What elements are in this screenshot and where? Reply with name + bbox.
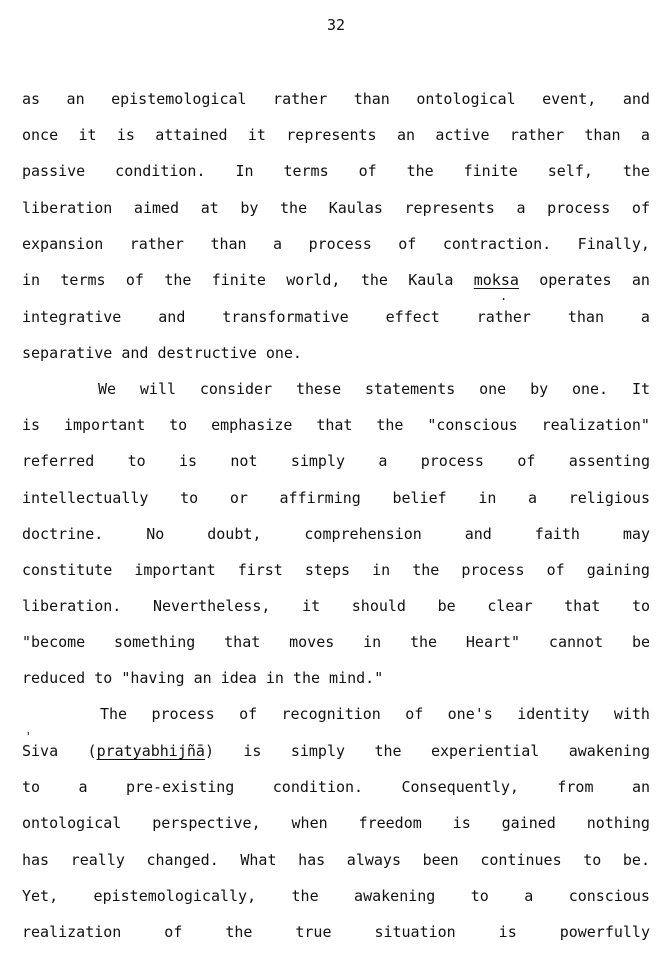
word: realization" bbox=[541, 416, 650, 434]
word: constitute bbox=[22, 561, 113, 579]
word: integrative bbox=[22, 308, 122, 326]
word: represents bbox=[286, 126, 377, 144]
word: represents bbox=[404, 199, 495, 217]
word: condition. bbox=[115, 162, 206, 180]
word: Yet, bbox=[22, 887, 59, 905]
word: event, bbox=[542, 90, 597, 108]
word: is bbox=[116, 126, 135, 144]
word: aimed bbox=[133, 199, 180, 217]
word: clear bbox=[487, 597, 533, 615]
word: the bbox=[291, 887, 319, 905]
diacritic-mark: ' bbox=[25, 730, 32, 743]
word: from bbox=[557, 778, 594, 796]
word: the bbox=[164, 271, 192, 289]
word: finite bbox=[211, 271, 266, 289]
word: in bbox=[372, 561, 391, 579]
word: been bbox=[422, 851, 459, 869]
word: In bbox=[235, 162, 254, 180]
word: attained bbox=[155, 126, 228, 144]
text-line bbox=[22, 233, 650, 255]
word: world, bbox=[286, 271, 341, 289]
word: one bbox=[479, 380, 507, 398]
word: process bbox=[151, 705, 215, 723]
word: a bbox=[640, 126, 650, 144]
word: to bbox=[631, 597, 650, 615]
word: moves bbox=[289, 633, 335, 651]
word: is bbox=[452, 814, 471, 832]
word: (pratyabhijñā) bbox=[87, 742, 214, 760]
word: powerfully bbox=[559, 923, 650, 941]
word: the bbox=[409, 633, 438, 651]
word: Heart" bbox=[465, 633, 521, 651]
word: something bbox=[114, 633, 196, 651]
word: of bbox=[546, 561, 565, 579]
word: of bbox=[405, 705, 424, 723]
word: a bbox=[640, 308, 650, 326]
word: rather bbox=[509, 126, 565, 144]
word: passive bbox=[22, 162, 86, 180]
word: than bbox=[584, 126, 621, 144]
word: that bbox=[564, 597, 601, 615]
word: nothing bbox=[586, 814, 650, 832]
word: belief bbox=[392, 489, 447, 507]
text-line bbox=[98, 378, 650, 400]
word: these bbox=[295, 380, 342, 398]
word: the bbox=[406, 162, 434, 180]
word: cannot bbox=[548, 633, 604, 651]
word: conscious bbox=[568, 887, 650, 905]
word: that bbox=[224, 633, 261, 651]
word: a bbox=[378, 452, 388, 470]
text-line bbox=[22, 849, 650, 871]
word: ontological bbox=[22, 814, 122, 832]
text-line bbox=[22, 885, 650, 907]
word: an bbox=[66, 90, 85, 108]
word: awakening bbox=[568, 742, 650, 760]
word: than bbox=[210, 235, 247, 253]
word: be bbox=[437, 597, 456, 615]
word: What bbox=[240, 851, 277, 869]
word: by bbox=[240, 199, 259, 217]
word: emphasize bbox=[211, 416, 293, 434]
word: affirming bbox=[279, 489, 361, 507]
word: of bbox=[631, 199, 650, 217]
word: intellectually bbox=[22, 489, 149, 507]
word: Kaulas bbox=[328, 199, 383, 217]
word: transformative bbox=[222, 308, 349, 326]
word: condition. bbox=[272, 778, 364, 796]
word: in bbox=[478, 489, 497, 507]
word: the bbox=[622, 162, 650, 180]
text-line bbox=[22, 812, 650, 834]
word: to bbox=[583, 851, 602, 869]
word: reduced to "having an idea in the mind." bbox=[22, 669, 384, 687]
word: identity bbox=[517, 705, 590, 723]
word: process bbox=[461, 561, 525, 579]
word: the bbox=[360, 271, 388, 289]
word: an bbox=[396, 126, 415, 144]
word: of bbox=[239, 705, 258, 723]
word: gained bbox=[501, 814, 556, 832]
word: Siva bbox=[22, 742, 59, 760]
word: not bbox=[230, 452, 258, 470]
word: is bbox=[243, 742, 262, 760]
word: by bbox=[530, 380, 549, 398]
word: contraction. bbox=[442, 235, 552, 253]
word: is bbox=[498, 923, 517, 941]
word: it bbox=[78, 126, 97, 144]
word: with bbox=[613, 705, 650, 723]
word: at bbox=[200, 199, 219, 217]
word: than bbox=[567, 308, 604, 326]
word: separative and destructive one. bbox=[22, 344, 302, 362]
word: when bbox=[291, 814, 328, 832]
word: self, bbox=[547, 162, 593, 180]
word: as bbox=[22, 90, 41, 108]
word: statements bbox=[364, 380, 456, 398]
word: always bbox=[346, 851, 401, 869]
text-line bbox=[22, 631, 650, 653]
word: No bbox=[146, 525, 165, 543]
word: doubt, bbox=[207, 525, 262, 543]
word: important bbox=[63, 416, 146, 434]
word: The bbox=[100, 705, 128, 723]
text-line bbox=[100, 703, 650, 725]
word: has bbox=[298, 851, 326, 869]
text-line bbox=[22, 269, 650, 291]
word: the bbox=[412, 561, 440, 579]
text-line bbox=[22, 559, 650, 581]
word: religious bbox=[568, 489, 650, 507]
word: liberation bbox=[22, 199, 113, 217]
word: consider bbox=[199, 380, 273, 398]
word: to bbox=[470, 887, 489, 905]
word: ontological bbox=[416, 90, 516, 108]
word: faith bbox=[534, 525, 580, 543]
text-line bbox=[22, 523, 650, 545]
word: rather bbox=[476, 308, 531, 326]
word: is bbox=[22, 416, 41, 434]
word: situation bbox=[374, 923, 456, 941]
word: liberation. bbox=[22, 597, 122, 615]
text-line bbox=[22, 487, 650, 509]
text-line bbox=[22, 740, 650, 762]
word: it bbox=[302, 597, 321, 615]
word: once bbox=[22, 126, 59, 144]
word: than bbox=[353, 90, 390, 108]
word: process bbox=[420, 452, 484, 470]
word: referred bbox=[22, 452, 95, 470]
word: freedom bbox=[358, 814, 422, 832]
word: We bbox=[98, 380, 117, 398]
word: the bbox=[225, 923, 253, 941]
word: and bbox=[622, 90, 650, 108]
word: a bbox=[78, 778, 88, 796]
word: process bbox=[308, 235, 372, 253]
text-line bbox=[22, 306, 650, 328]
word: should bbox=[351, 597, 406, 615]
word: finite bbox=[463, 162, 518, 180]
word: operates bbox=[539, 271, 612, 289]
word: "become bbox=[22, 633, 86, 651]
word: expansion bbox=[22, 235, 104, 253]
word: a bbox=[528, 489, 538, 507]
word: one's bbox=[447, 705, 493, 723]
word: epistemologically, bbox=[93, 887, 257, 905]
text-line bbox=[22, 160, 650, 182]
word: rather bbox=[129, 235, 184, 253]
word: recognition bbox=[281, 705, 381, 723]
text-line bbox=[22, 124, 650, 146]
word: terms bbox=[60, 271, 106, 289]
word: that bbox=[316, 416, 353, 434]
text-line bbox=[22, 88, 650, 110]
word: steps bbox=[304, 561, 351, 579]
word: simply bbox=[290, 742, 346, 760]
text-line bbox=[22, 595, 650, 617]
word: an bbox=[631, 271, 650, 289]
word: the bbox=[280, 199, 308, 217]
word: effect bbox=[385, 308, 440, 326]
word: the bbox=[376, 416, 404, 434]
word: important bbox=[134, 561, 216, 579]
word: rather bbox=[273, 90, 328, 108]
word: changed. bbox=[146, 851, 219, 869]
word: a bbox=[524, 887, 534, 905]
word: active bbox=[435, 126, 490, 144]
word: and bbox=[158, 308, 186, 326]
word: is bbox=[179, 452, 198, 470]
text-line bbox=[22, 197, 650, 219]
word: to bbox=[180, 489, 199, 507]
text-line bbox=[22, 342, 650, 364]
word: continues bbox=[480, 851, 562, 869]
word: of bbox=[398, 235, 417, 253]
word: perspective, bbox=[152, 814, 261, 832]
word: first bbox=[237, 561, 283, 579]
word: assenting bbox=[568, 452, 650, 470]
word: be. bbox=[622, 851, 650, 869]
word: one. bbox=[571, 380, 609, 398]
word: to bbox=[127, 452, 146, 470]
word: of bbox=[125, 271, 144, 289]
word: a bbox=[516, 199, 526, 217]
word: true bbox=[295, 923, 332, 941]
word: process bbox=[547, 199, 611, 217]
word: It bbox=[631, 380, 650, 398]
diacritic-dot: . bbox=[500, 289, 508, 303]
text-line bbox=[22, 921, 650, 943]
word: in bbox=[363, 633, 382, 651]
word: Nevertheless, bbox=[153, 597, 271, 615]
word: an bbox=[631, 778, 650, 796]
word: of bbox=[358, 162, 377, 180]
text-line bbox=[22, 776, 650, 798]
word: to bbox=[22, 778, 41, 796]
text-line bbox=[22, 450, 650, 472]
word: epistemological bbox=[111, 90, 247, 108]
word: comprehension bbox=[304, 525, 422, 543]
word: of bbox=[517, 452, 536, 470]
word: may bbox=[622, 525, 650, 543]
word: awakening bbox=[354, 887, 436, 905]
word: or bbox=[229, 489, 248, 507]
word: realization bbox=[22, 923, 122, 941]
text-line bbox=[22, 414, 650, 436]
word: it bbox=[247, 126, 266, 144]
word: to bbox=[169, 416, 188, 434]
page-number: 32 bbox=[326, 16, 346, 34]
word: be bbox=[631, 633, 650, 651]
word: the bbox=[374, 742, 402, 760]
word: has bbox=[22, 851, 50, 869]
word: really bbox=[70, 851, 125, 869]
word: pre-existing bbox=[125, 778, 235, 796]
word: of bbox=[164, 923, 183, 941]
word: moksa bbox=[473, 271, 519, 289]
word: terms bbox=[283, 162, 329, 180]
word: in bbox=[22, 271, 41, 289]
word: gaining bbox=[586, 561, 650, 579]
word: and bbox=[464, 525, 492, 543]
word: "conscious bbox=[427, 416, 518, 434]
word: will bbox=[139, 380, 177, 398]
word: Kaula bbox=[408, 271, 454, 289]
word: Consequently, bbox=[401, 778, 519, 796]
word: Finally, bbox=[577, 235, 650, 253]
word: a bbox=[273, 235, 283, 253]
text-line bbox=[22, 667, 650, 689]
word: doctrine. bbox=[22, 525, 104, 543]
word: experiential bbox=[430, 742, 540, 760]
word: simply bbox=[290, 452, 346, 470]
